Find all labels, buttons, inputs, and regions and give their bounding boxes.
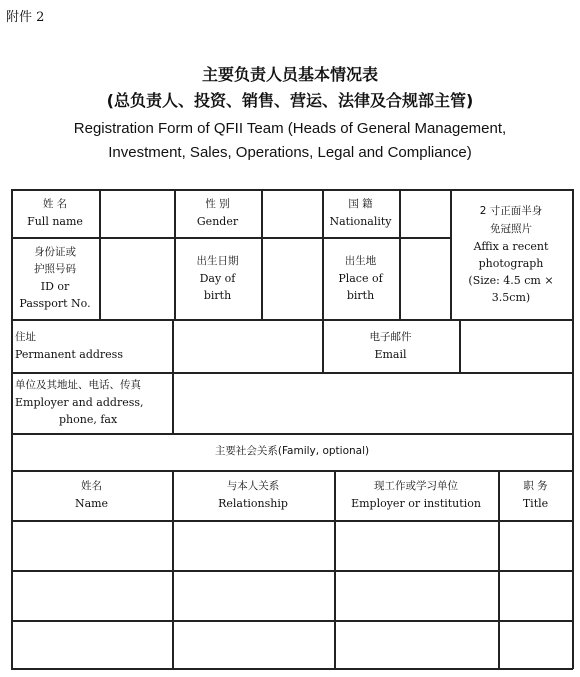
id-label-cn-1: 身份证或 <box>34 246 76 258</box>
family-row2-title-field[interactable] <box>499 571 572 620</box>
family-col-relationship <box>172 470 334 520</box>
form-title-en-line1: Registration Form of QFII Team (Heads of General Management, <box>73 120 507 137</box>
nationality-field[interactable] <box>400 190 450 237</box>
pob-label-en-2: birth <box>346 288 375 302</box>
family-col-employer-cn: 现工作或学习单位 <box>374 480 458 492</box>
table-border-bottom <box>11 668 573 670</box>
employer-field[interactable] <box>173 373 572 433</box>
address-field[interactable] <box>173 320 322 372</box>
family-col-title-cn: 职 务 <box>523 480 548 492</box>
name-label <box>11 189 99 237</box>
gender-label <box>174 189 261 237</box>
nationality-label-en: Nationality <box>329 215 392 228</box>
photo-label-en-3: (Size: 4.5 cm × <box>468 274 554 287</box>
employer-label-en-2: phone, fax <box>59 413 118 426</box>
table-border-right <box>572 189 574 669</box>
nationality-label <box>322 189 399 237</box>
form-title-en-line2: Investment, Sales, Operations, Legal and Compliance) <box>108 144 472 161</box>
family-col-relationship-en: Relationship <box>218 497 288 510</box>
family-row1-relationship-field[interactable] <box>173 521 334 570</box>
gender-label-en: Gender <box>196 215 239 228</box>
id-label <box>11 237 99 319</box>
name-field[interactable] <box>100 190 174 237</box>
family-row1-name-field[interactable] <box>12 521 172 570</box>
pob-label-en-1: Place of <box>338 271 383 285</box>
dob-label-cn: 出生日期 <box>196 254 239 267</box>
family-col-name-cn: 姓名 <box>81 480 102 492</box>
address-label <box>11 319 172 372</box>
nationality-label-cn: 国 籍 <box>348 198 373 210</box>
pob-label-cn: 出生地 <box>344 254 377 267</box>
address-label-en: Permanent address <box>15 347 123 361</box>
employer-label <box>11 372 172 433</box>
form-title-cn: 主要负责人员基本情况表 <box>201 65 378 84</box>
id-label-en-1: ID or <box>40 280 70 293</box>
family-col-title-en: Title <box>522 497 549 510</box>
dob-label-en-2: birth <box>203 288 232 302</box>
family-row3-relationship-field[interactable] <box>173 621 334 668</box>
dob-field[interactable] <box>262 238 322 319</box>
family-row3-name-field[interactable] <box>12 621 172 668</box>
family-col-name <box>11 470 172 520</box>
family-section-title: 主要社会关系(Family, optional) <box>214 445 370 457</box>
attachment-label: 附件 2 <box>6 10 45 25</box>
photo-box[interactable] <box>450 189 572 319</box>
dob-label <box>174 237 261 319</box>
family-col-relationship-cn: 与本人关系 <box>226 480 280 492</box>
dob-label-en-1: Day of <box>199 271 236 285</box>
photo-label-cn: 2 寸正面半身免冠照片 <box>479 205 543 235</box>
family-col-employer <box>334 470 498 520</box>
family-row2-relationship-field[interactable] <box>173 571 334 620</box>
id-field[interactable] <box>100 238 174 319</box>
name-label-cn: 姓 名 <box>42 198 68 210</box>
family-row1-employer-field[interactable] <box>335 521 498 570</box>
id-label-cn-2: 护照号码 <box>34 263 76 275</box>
email-field[interactable] <box>460 320 572 372</box>
pob-label <box>322 237 399 319</box>
photo-label-en-2: photograph <box>478 257 544 270</box>
pob-field[interactable] <box>400 238 450 319</box>
form-subtitle-cn: (总负责人、投资、销售、营运、法律及合规部主管) <box>106 91 474 110</box>
gender-label-cn: 性 别 <box>205 198 230 210</box>
email-label <box>322 319 459 372</box>
employer-label-en-1: Employer and address, <box>15 396 144 409</box>
family-row2-employer-field[interactable] <box>335 571 498 620</box>
email-label-en: Email <box>374 347 407 361</box>
name-label-en: Full name <box>27 215 83 228</box>
family-row1-title-field[interactable] <box>499 521 572 570</box>
family-col-employer-en: Employer or institution <box>351 497 481 510</box>
family-row3-employer-field[interactable] <box>335 621 498 668</box>
registration-form-table <box>11 189 573 669</box>
address-label-cn: 住址 <box>15 330 36 343</box>
family-row3-title-field[interactable] <box>499 621 572 668</box>
form-title-en <box>0 117 580 165</box>
photo-label-en-1: Affix a recent <box>473 240 549 253</box>
photo-label-en-4: 3.5cm) <box>491 291 531 304</box>
employer-label-cn: 单位及其地址、电话、传真 <box>15 379 141 391</box>
family-col-title <box>498 470 573 520</box>
gender-field[interactable] <box>262 190 322 237</box>
id-label-en-2: Passport No. <box>19 297 91 310</box>
family-section-header <box>11 433 573 470</box>
family-row2-name-field[interactable] <box>12 571 172 620</box>
family-col-name-en: Name <box>74 497 109 510</box>
email-label-cn: 电子邮件 <box>369 330 412 343</box>
